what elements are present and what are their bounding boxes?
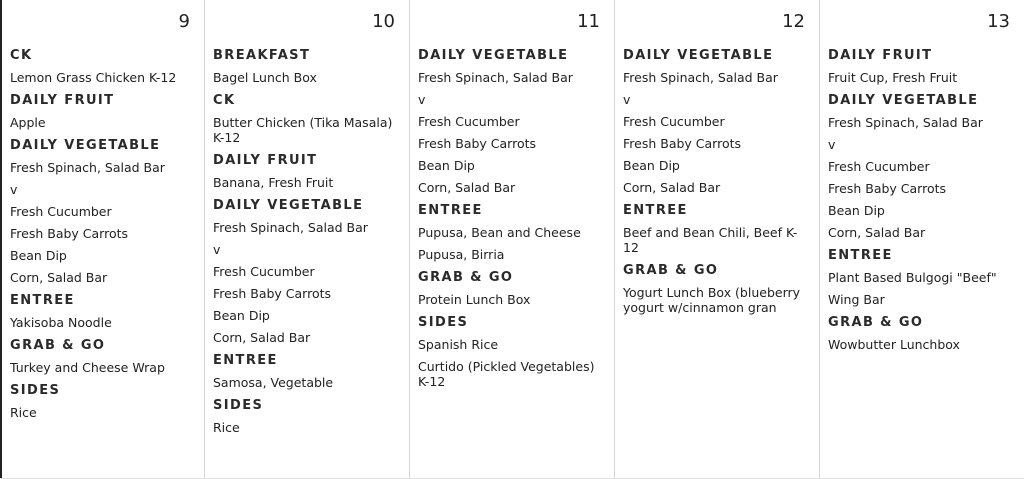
menu-section xyxy=(418,269,606,307)
menu-item[interactable]: Fresh Baby Carrots xyxy=(10,226,129,241)
menu-category-heading: ENTREE xyxy=(213,353,278,368)
menu-section xyxy=(213,92,401,145)
menu-section xyxy=(828,92,1016,240)
menu-section xyxy=(10,137,196,285)
menu-item[interactable]: v xyxy=(418,92,426,107)
day-menu xyxy=(418,47,606,396)
day-number: 9 xyxy=(178,11,190,32)
menu-item[interactable]: Fresh Cucumber xyxy=(213,264,315,279)
menu-category-heading: GRAB & GO xyxy=(10,338,106,353)
day-column xyxy=(820,0,1024,479)
day-number: 12 xyxy=(782,11,805,32)
menu-category-heading: DAILY VEGETABLE xyxy=(828,93,979,108)
menu-section xyxy=(10,292,196,330)
menu-item[interactable]: Bean Dip xyxy=(10,248,67,263)
menu-item[interactable]: Bean Dip xyxy=(213,308,270,323)
menu-section xyxy=(10,92,196,130)
menu-category-heading: GRAB & GO xyxy=(418,270,514,285)
menu-item[interactable]: Bean Dip xyxy=(828,203,885,218)
menu-section xyxy=(623,262,811,315)
menu-item[interactable]: Fresh Cucumber xyxy=(418,114,520,129)
menu-section xyxy=(213,197,401,345)
day-menu xyxy=(10,47,196,427)
menu-item[interactable]: v xyxy=(213,242,221,257)
menu-item[interactable]: Butter Chicken (Tika Masala) K-12 xyxy=(213,115,393,145)
menu-item[interactable]: Fresh Spinach, Salad Bar xyxy=(213,220,368,235)
menu-item[interactable]: Fresh Spinach, Salad Bar xyxy=(10,160,165,175)
menu-item[interactable]: Samosa, Vegetable xyxy=(213,375,334,390)
menu-item[interactable]: Wowbutter Lunchbox xyxy=(828,337,960,352)
menu-category-heading: SIDES xyxy=(10,383,61,398)
menu-category-heading: SIDES xyxy=(213,398,264,413)
menu-item[interactable]: Rice xyxy=(213,420,240,435)
menu-item[interactable]: Corn, Salad Bar xyxy=(623,180,721,195)
menu-item[interactable]: Spanish Rice xyxy=(418,337,499,352)
menu-section xyxy=(213,152,401,190)
day-menu xyxy=(828,47,1016,359)
menu-category-heading: ENTREE xyxy=(623,203,688,218)
menu-section xyxy=(10,382,196,420)
menu-section xyxy=(418,202,606,262)
menu-item[interactable]: Pupusa, Bean and Cheese xyxy=(418,225,581,240)
menu-item[interactable]: Bean Dip xyxy=(418,158,475,173)
menu-item[interactable]: Fresh Baby Carrots xyxy=(828,181,947,196)
menu-item[interactable]: Corn, Salad Bar xyxy=(10,270,108,285)
menu-item[interactable]: Protein Lunch Box xyxy=(418,292,531,307)
menu-section xyxy=(10,337,196,375)
menu-item[interactable]: Fresh Spinach, Salad Bar xyxy=(418,70,573,85)
menu-item[interactable]: Yakisoba Noodle xyxy=(10,315,112,330)
menu-category-heading: ENTREE xyxy=(10,293,75,308)
menu-section xyxy=(213,352,401,390)
menu-item[interactable]: Pupusa, Birria xyxy=(418,247,505,262)
menu-item[interactable]: v xyxy=(10,182,18,197)
menu-category-heading: BREAKFAST xyxy=(213,48,311,63)
menu-section xyxy=(828,247,1016,307)
menu-item[interactable]: Fresh Cucumber xyxy=(623,114,725,129)
day-column xyxy=(0,0,205,479)
menu-category-heading: GRAB & GO xyxy=(828,315,924,330)
day-number: 13 xyxy=(987,11,1010,32)
menu-category-heading: DAILY FRUIT xyxy=(828,48,933,63)
menu-item[interactable]: Corn, Salad Bar xyxy=(418,180,516,195)
menu-category-heading: DAILY VEGETABLE xyxy=(10,138,161,153)
menu-category-heading: ENTREE xyxy=(418,203,483,218)
day-column xyxy=(615,0,820,479)
menu-item[interactable]: Turkey and Cheese Wrap xyxy=(10,360,165,375)
menu-item[interactable]: Corn, Salad Bar xyxy=(828,225,926,240)
menu-item[interactable]: Yogurt Lunch Box (blueberry yogurt w/cinnamon gran xyxy=(623,285,801,315)
menu-item[interactable]: Wing Bar xyxy=(828,292,885,307)
menu-item[interactable]: Curtido (Pickled Vegetables) K-12 xyxy=(418,359,595,389)
menu-category-heading: DAILY FRUIT xyxy=(10,93,115,108)
menu-item[interactable]: Fresh Cucumber xyxy=(10,204,112,219)
menu-item[interactable]: Lemon Grass Chicken K-12 xyxy=(10,70,177,85)
menu-item[interactable]: Fresh Baby Carrots xyxy=(418,136,537,151)
menu-item[interactable]: Fresh Baby Carrots xyxy=(623,136,742,151)
menu-item[interactable]: Bagel Lunch Box xyxy=(213,70,317,85)
menu-item[interactable]: Fresh Baby Carrots xyxy=(213,286,332,301)
menu-item[interactable]: Apple xyxy=(10,115,46,130)
menu-section xyxy=(623,202,811,255)
day-column xyxy=(410,0,615,479)
menu-item[interactable]: Rice xyxy=(10,405,37,420)
menu-item[interactable]: Corn, Salad Bar xyxy=(213,330,311,345)
menu-category-heading: CK xyxy=(10,48,33,63)
day-column xyxy=(205,0,410,479)
menu-item[interactable]: Beef and Bean Chili, Beef K-12 xyxy=(623,225,798,255)
menu-item[interactable]: Fruit Cup, Fresh Fruit xyxy=(828,70,958,85)
menu-category-heading: DAILY VEGETABLE xyxy=(418,48,569,63)
menu-item[interactable]: Plant Based Bulgogi "Beef" xyxy=(828,270,997,285)
menu-item[interactable]: Fresh Cucumber xyxy=(828,159,930,174)
menu-section xyxy=(213,47,401,85)
menu-category-heading: CK xyxy=(213,93,236,108)
menu-item[interactable]: Bean Dip xyxy=(623,158,680,173)
menu-section xyxy=(623,47,811,195)
menu-item[interactable]: v xyxy=(828,137,836,152)
menu-category-heading: DAILY FRUIT xyxy=(213,153,318,168)
menu-section xyxy=(828,47,1016,85)
menu-category-heading: GRAB & GO xyxy=(623,263,719,278)
menu-category-heading: DAILY VEGETABLE xyxy=(213,198,364,213)
day-menu xyxy=(623,47,811,322)
menu-item[interactable]: Banana, Fresh Fruit xyxy=(213,175,334,190)
day-number: 11 xyxy=(577,11,600,32)
menu-section xyxy=(10,47,196,85)
menu-section xyxy=(418,314,606,389)
day-number: 10 xyxy=(372,11,395,32)
menu-section xyxy=(418,47,606,195)
menu-category-heading: ENTREE xyxy=(828,248,893,263)
menu-section xyxy=(828,314,1016,352)
menu-item[interactable]: v xyxy=(623,92,631,107)
menu-item[interactable]: Fresh Spinach, Salad Bar xyxy=(623,70,778,85)
day-menu xyxy=(213,47,401,442)
menu-item[interactable]: Fresh Spinach, Salad Bar xyxy=(828,115,983,130)
menu-category-heading: DAILY VEGETABLE xyxy=(623,48,774,63)
menu-category-heading: SIDES xyxy=(418,315,469,330)
menu-section xyxy=(213,397,401,435)
